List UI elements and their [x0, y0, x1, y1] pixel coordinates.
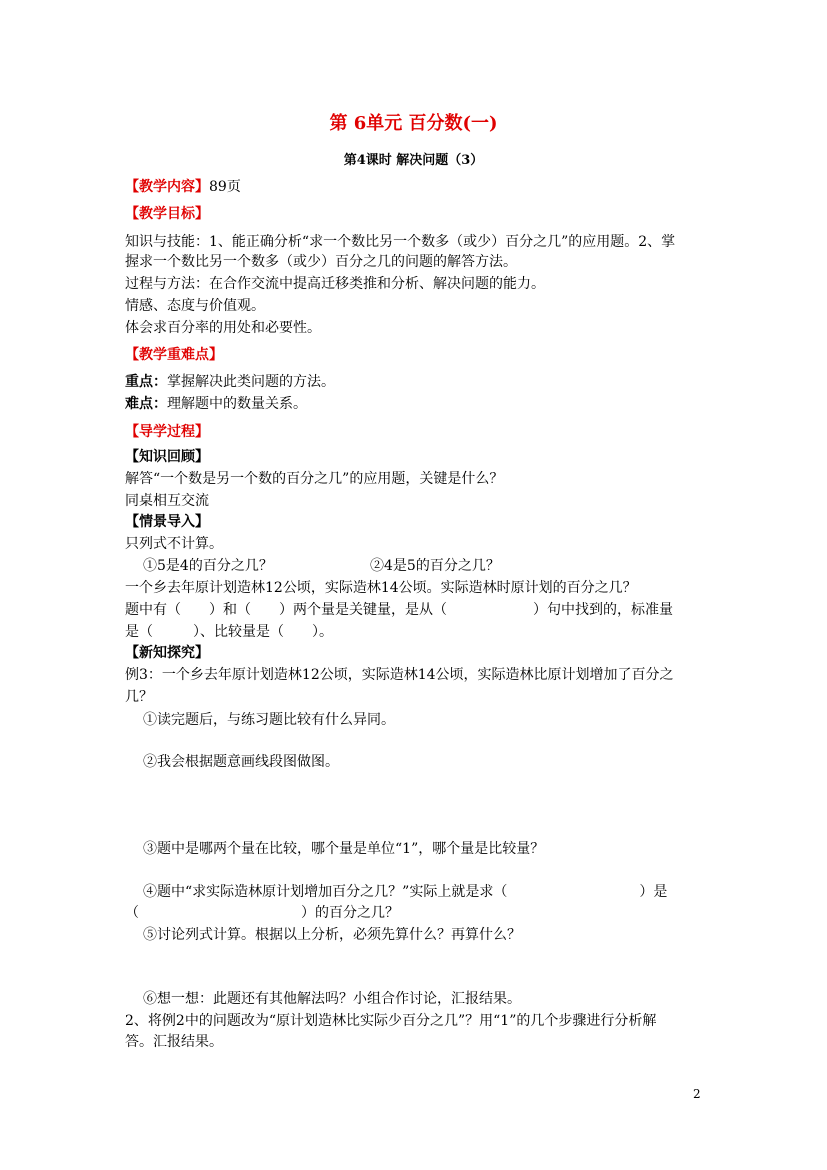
- step-4d: ）的百分之几？: [301, 905, 399, 921]
- intro-line-4b: ）和（: [209, 602, 251, 618]
- example-line-1: 例3：一个乡去年原计划造林12公顷，实际造林14公顷，实际造林比原计划增加了百分之: [125, 667, 674, 683]
- step-4c: （: [125, 905, 139, 921]
- objectives-line-1: 知识与技能：1、能正确分析“求一个数比另一个数多（或少）百分之几”的应用题。2、掌: [125, 234, 676, 250]
- intro-line-5a: 是（: [125, 624, 153, 640]
- intro-line-4c: ）两个量是关键量，是从（: [279, 602, 447, 618]
- step-5: ⑤讨论列式计算。根据以上分析，必须先算什么？再算什么？: [143, 927, 521, 943]
- process-heading: 【导学过程】: [125, 424, 209, 440]
- keypoints-heading: 【教学重难点】: [125, 347, 223, 363]
- difficulty-line: [125, 395, 307, 413]
- key-point-label: 重点：: [125, 374, 167, 390]
- review-line-2: 同桌相互交流: [125, 493, 209, 509]
- step-2: ②我会根据题意画线段图做图。: [143, 754, 339, 770]
- objectives-line-2: 握求一个数比另一个数多（或少）百分之几的问题的解答方法。: [125, 254, 517, 270]
- difficulty-text: 理解题中的数量关系。: [167, 396, 307, 412]
- step-4-line-1: [143, 883, 667, 901]
- intro-heading: 【情景导入】: [125, 514, 209, 530]
- key-point-line: [125, 373, 335, 391]
- explore-heading: 【新知探究】: [125, 645, 209, 661]
- step-4a: ④题中“求实际造林原计划增加百分之几？”实际上就是求（: [143, 884, 508, 900]
- intro-question-1: ①5是4的百分之几？: [143, 558, 273, 574]
- review-line-1: 解答“一个数是另一个数的百分之几”的应用题，关键是什么？: [125, 471, 504, 487]
- review-heading: 【知识回顾】: [125, 449, 209, 465]
- objectives-line-5: 体会求百分率的用处和必要性。: [125, 320, 321, 336]
- objectives-line-4: 情感、态度与价值观。: [125, 298, 265, 314]
- difficulty-label: 难点：: [125, 396, 167, 412]
- step-3: ③题中是哪两个量在比较，哪个量是单位“1”，哪个量是比较量？: [143, 841, 545, 857]
- intro-line-3: 一个乡去年原计划造林12公顷，实际造林14公顷。实际造林时原计划的百分之几？: [125, 580, 637, 596]
- intro-line-5c: ）。: [312, 624, 333, 640]
- objectives-heading: 【教学目标】: [125, 206, 209, 222]
- step-4-line-2: [125, 904, 399, 922]
- step-6: ⑥想一想：此题还有其他解法吗？小组合作讨论，汇报结果。: [143, 991, 521, 1007]
- task-2-line-2: 答。汇报结果。: [125, 1034, 223, 1050]
- objectives-line-3: 过程与方法：在合作交流中提高迁移类推和分析、解决问题的能力。: [125, 276, 545, 292]
- task-2-line-1: 2、将例2中的问题改为“原计划造林比实际少百分之几”？用“1”的几个步骤进行分析解: [125, 1013, 657, 1029]
- lesson-subtitle: 第4课时 解决问题（3）: [343, 153, 484, 168]
- intro-line-5: [125, 623, 333, 641]
- content-line: [125, 178, 241, 196]
- intro-line-4d: ）句中找到的，标准量: [533, 602, 673, 618]
- page-number: 2: [693, 1087, 701, 1101]
- intro-line-5b: ）、比较量是（: [193, 624, 284, 640]
- content-heading: 【教学内容】: [125, 179, 209, 195]
- content-value: 89页: [209, 179, 241, 195]
- step-1: ①读完题后，与练习题比较有什么异同。: [143, 712, 395, 728]
- key-point-text: 掌握解决此类问题的方法。: [167, 374, 335, 390]
- unit-title: 第 6单元 百分数(一): [329, 113, 498, 134]
- intro-question-2: ②4是5的百分之几？: [370, 558, 500, 574]
- step-4b: ）是: [639, 884, 668, 900]
- intro-line-1: 只列式不计算。: [125, 536, 223, 552]
- intro-line-4a: 题中有（: [125, 602, 181, 618]
- example-line-2: 几？: [125, 689, 153, 705]
- intro-line-4: [125, 601, 673, 619]
